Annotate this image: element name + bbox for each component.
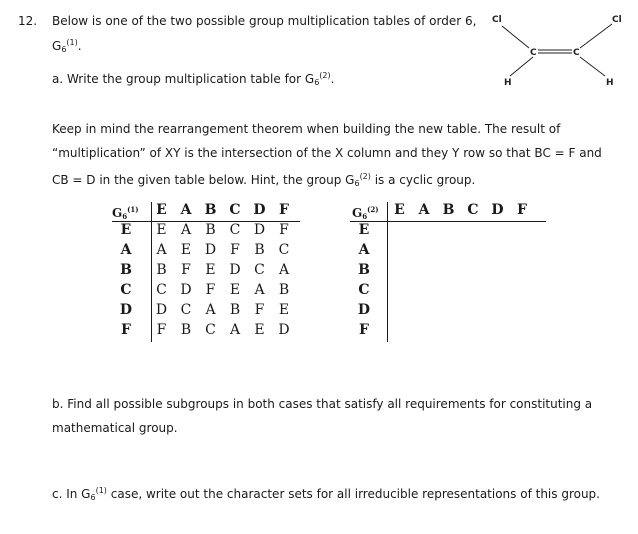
table-g6-2 — [350, 202, 550, 342]
table1-cell: C — [278, 242, 290, 258]
table2-column-header: D — [491, 202, 504, 218]
table1-row-header: B — [120, 262, 132, 278]
table1-column-header: D — [253, 202, 266, 218]
part-a-sup: (2) — [319, 71, 331, 80]
table1-cell: E — [156, 222, 167, 238]
part-c-text: c. In G — [52, 487, 91, 501]
bond-c-cl-right — [580, 24, 612, 48]
table1-cell: D — [180, 282, 192, 298]
table1-cell: F — [279, 222, 289, 238]
bond-c-h-right — [580, 57, 605, 76]
table1-cell: D — [229, 262, 241, 278]
instructions-text-end: is a cyclic group. — [370, 173, 476, 187]
table2-row-header: D — [357, 302, 371, 318]
part-c-text-end: case, write out the character sets for all irreducible representations of this group. — [106, 487, 600, 501]
table1-column-header: B — [204, 202, 217, 218]
table1-cell: A — [229, 322, 241, 338]
g6-sub: 6 — [61, 45, 67, 54]
instructions-sub: 6 — [354, 179, 360, 188]
table1-cell: B — [229, 302, 241, 318]
table1-column-header: C — [229, 202, 241, 218]
table1-cell: E — [229, 282, 241, 298]
table1-cell: D — [278, 322, 290, 338]
table1-column-header: F — [279, 202, 289, 218]
part-a-end: . — [330, 72, 335, 86]
trans-dichloroethylene-diagram — [488, 8, 628, 92]
atom-h-right: H — [606, 78, 614, 88]
table1-column-header: E — [156, 202, 167, 218]
table-g6-1 — [112, 202, 302, 342]
table1-column-header: A — [180, 202, 192, 218]
bond-c-h-left — [510, 57, 533, 76]
table1-cell: E — [205, 262, 216, 278]
table1-cell: B — [180, 322, 192, 338]
table1-cell: E — [254, 322, 265, 338]
atom-cl-left: Cl — [492, 15, 502, 25]
table1-corner-sup: (1) — [127, 205, 139, 214]
table1-row-header: F — [121, 322, 131, 338]
table1-cell: C — [229, 222, 241, 238]
table2-column-header: C — [467, 202, 479, 218]
table2-column-header: E — [394, 202, 405, 218]
table1-cell: F — [181, 262, 191, 278]
table2-horizontal-rule — [350, 221, 546, 222]
table2-corner-main: G — [352, 206, 363, 220]
g6-sup: (1) — [66, 38, 78, 47]
table1-cell: C — [156, 282, 167, 298]
part-a-text: a. Write the group multiplication table for G — [52, 72, 315, 86]
table1-cell: C — [205, 322, 216, 338]
table2-row-header: F — [359, 322, 369, 338]
table1-cell: F — [156, 322, 167, 338]
table1-cell: F — [230, 242, 240, 258]
table1-cell: B — [278, 282, 290, 298]
part-c-sub: 6 — [90, 493, 96, 502]
table2-vertical-rule — [387, 202, 388, 342]
part-a-sub: 6 — [314, 78, 320, 87]
table1-row-header: E — [120, 222, 132, 238]
table1-cell: B — [205, 222, 216, 238]
g6-1-label — [52, 38, 82, 54]
table1-cell: D — [253, 222, 266, 238]
table1-cell: A — [254, 282, 265, 298]
question-intro: Below is one of the two possible group multiplication tables of order 6, — [52, 14, 477, 28]
table2-corner-sub: 6 — [362, 212, 368, 221]
table1-row-header: C — [120, 282, 132, 298]
table1-cell: F — [205, 282, 216, 298]
table1-cell: A — [278, 262, 290, 278]
table2-column-header: A — [418, 202, 430, 218]
table1-cell: D — [204, 242, 217, 258]
instructions-paragraph — [52, 118, 612, 196]
table1-cell: C — [180, 302, 192, 318]
table2-row-header: B — [358, 262, 370, 278]
part-c — [52, 486, 600, 502]
table1-row-header: A — [120, 242, 132, 258]
table1-cell: E — [180, 242, 192, 258]
atom-cl-right: Cl — [612, 15, 622, 25]
table1-cell: B — [254, 242, 265, 258]
table1-cell: F — [254, 302, 265, 318]
part-a — [52, 71, 334, 87]
bond-cl-c-left — [502, 26, 529, 48]
instructions-text: Keep in mind the rearrangement theorem when building the new table. The result of “multiplication” of XY is the intersection of the X column and they Y row so that BC = F and CB = D in the given table below. Hint, the group G — [52, 122, 602, 187]
table2-row-header: A — [358, 242, 370, 258]
table1-row-header: D — [119, 302, 133, 318]
table1-cell: C — [254, 262, 265, 278]
atom-c-left: C — [530, 48, 537, 58]
table2-column-header: F — [517, 202, 527, 218]
table1-cell: E — [278, 302, 290, 318]
g6-symbol: G — [52, 39, 62, 53]
table1-corner-sub: 6 — [122, 212, 128, 221]
table2-row-header: C — [358, 282, 370, 298]
question-number: 12. — [18, 14, 38, 28]
g6-end: . — [77, 39, 82, 53]
table1-vertical-rule — [151, 202, 152, 342]
table2-row-header: E — [358, 222, 370, 238]
table1-corner-main: G — [112, 206, 123, 220]
table1-cell: B — [156, 262, 167, 278]
part-b: b. Find all possible subgroups in both cases that satisfy all requirements for constituting a mathematical group. — [52, 397, 593, 435]
table1-cell: D — [155, 302, 168, 318]
table2-corner-sup: (2) — [367, 205, 379, 214]
table1-cell: A — [180, 222, 192, 238]
atom-h-left: H — [504, 78, 512, 88]
table1-cell: A — [205, 302, 216, 318]
instructions-sup: (2) — [359, 172, 371, 181]
part-c-sup: (1) — [95, 486, 107, 495]
table2-column-header: B — [442, 202, 455, 218]
table1-cell: A — [156, 242, 167, 258]
atom-c-right: C — [573, 48, 580, 58]
